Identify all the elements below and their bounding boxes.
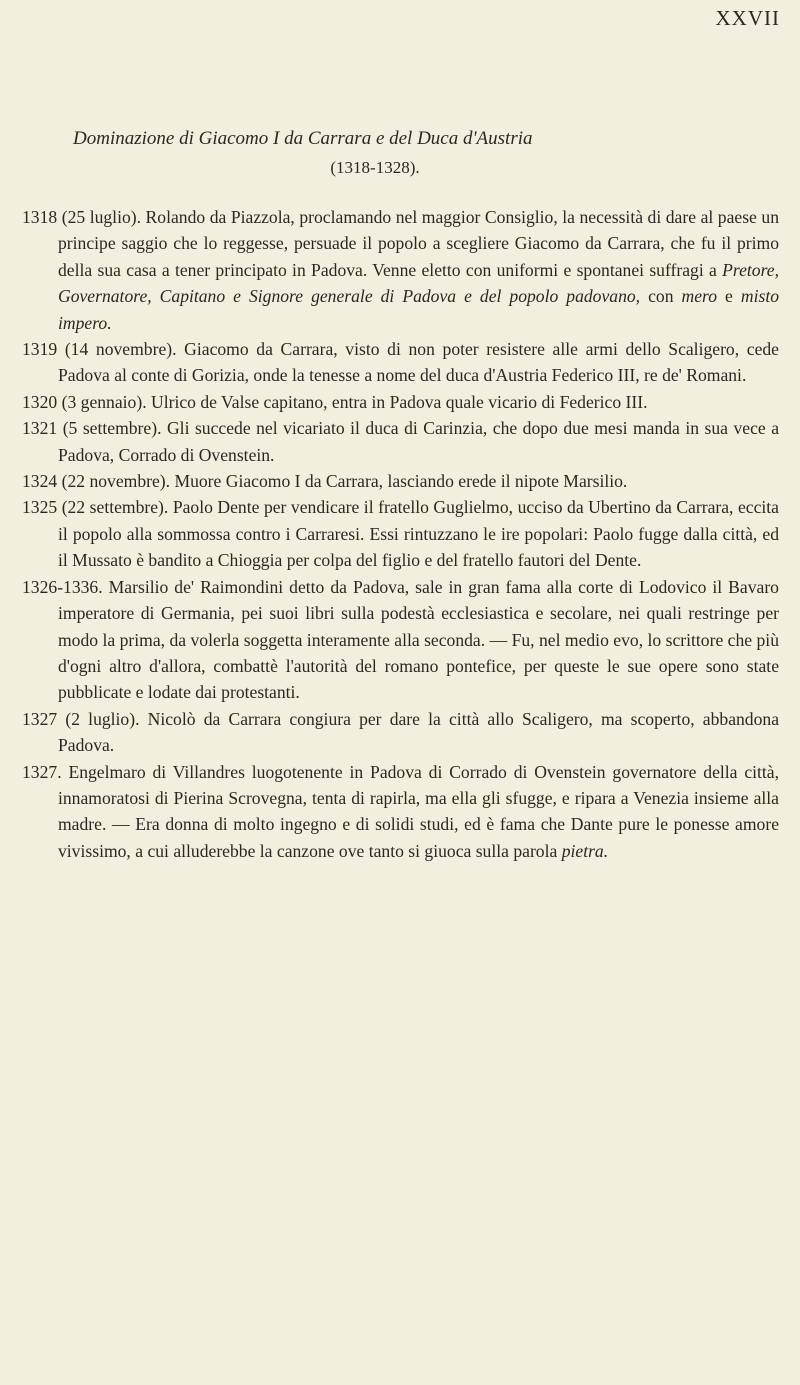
entry-text: con <box>640 286 682 307</box>
entry-text: (3 gennaio). Ulrico de Valse capitano, entra in Padova quale vicario di Federico III. <box>61 391 648 412</box>
section-dates: (1318-1328). <box>330 158 420 177</box>
entry-year: 1327 <box>22 708 58 729</box>
entry-year: 1327. <box>22 761 62 782</box>
entry-year: 1320 <box>22 391 58 412</box>
entry-text: Engelmaro di Villandres luogotenente in Padova di Corrado di Ovenstein governatore della città, innamoratosi di Pierina Scrovegna, tenta di rapirla, ma ella gli sfugge, e ripara a Venezia insieme alla madre. — Era donna di molto ingegno e di solidi studi, ed è fama che Dante pure le ponesse amore vivissimo, a cui alluderebbe la canzone ove tanto si giuoca sulla parola <box>58 761 779 861</box>
entry-italic-text: mero <box>681 286 718 307</box>
entry-text: (22 novembre). Muore Giacomo I da Carrara, lasciando erede il nipote Marsilio. <box>61 471 628 492</box>
chronology-entry <box>22 574 779 706</box>
page-number: XXVII <box>715 6 780 30</box>
entry-text: (5 settembre). Gli succede nel vicariato il duca di Carinzia, che dopo due mesi manda in sua vece a Padova, Corrado di Ovenstein. <box>58 418 779 465</box>
chronology-entry <box>22 494 779 573</box>
entry-year: 1326-1336. <box>22 576 103 597</box>
entry-text: e <box>717 286 741 307</box>
chronology-entry <box>22 415 779 468</box>
section-title: Dominazione di Giacomo I da Carrara e del Duca d'Austria <box>73 128 533 149</box>
entry-year: 1321 <box>22 418 58 439</box>
chronology-entry <box>22 204 779 336</box>
entry-italic-text: misto impero. <box>58 286 780 333</box>
entry-text: Marsilio de' Raimondini detto da Padova, sale in gran fama alla corte di Lodovico il Bavaro imperatore di Germania, pei suoi libri sulla podestà ecclesiastica e secolare, nei quali restringe per modo la prima, da volerla soggetta interamente alla seconda. — Fu, nel medio evo, lo scrittore che più d'ogni altro d'allora, combattè l'autorità del romano pontefice, per queste le sue opere sono state pubblicate e lodate dai protestanti. <box>58 576 779 703</box>
entry-year: 1319 <box>22 339 58 360</box>
entry-text: (2 luglio). Nicolò da Carrara congiura per dare la città allo Scaligero, ma scoperto, abbandona Padova. <box>58 708 780 756</box>
chronology-entries <box>22 204 779 864</box>
entry-year: 1318 <box>22 207 58 227</box>
entry-text: (14 novembre). Giacomo da Carrara, visto di non poter resistere alle armi dello Scaligero, cede Padova al conte di Gorizia, onde la tenesse a nome del duca d'Austria Federico III, re de' Romani. <box>58 339 779 386</box>
entry-text: (25 luglio). Rolando da Piazzola, proclamando nel maggior Consiglio, la necessità di dare al paese un principe saggio che lo reggesse, persuade il popolo a scegliere Giacomo da Carrara, che fu il primo della sua casa a tener principato in Padova. Venne eletto con uniformi e spontanei suffragi a <box>58 207 779 280</box>
chronology-entry <box>22 759 779 865</box>
chronology-entry <box>22 389 779 415</box>
entry-italic-text: pietra. <box>561 840 609 861</box>
entry-year: 1324 <box>22 471 58 492</box>
entry-text: (22 settembre). Paolo Dente per vendicare il fratello Guglielmo, ucciso da Ubertino da Carrara, eccita il popolo alla sommossa contro i Carraresi. Essi rintuzzano le ire popolari: Paolo fugge dalla città, ed il Mussato è bandito a Chioggia per colpa del figlio e del fratello fautori del Dente. <box>58 497 779 571</box>
chronology-entry <box>22 468 779 494</box>
entry-year: 1325 <box>22 497 58 518</box>
chronology-entry <box>22 706 779 759</box>
chronology-entry <box>22 336 779 389</box>
entry-italic-text: Pretore, Governatore, Capitano e Signore generale di Padova e del popolo padovano, <box>58 259 779 307</box>
